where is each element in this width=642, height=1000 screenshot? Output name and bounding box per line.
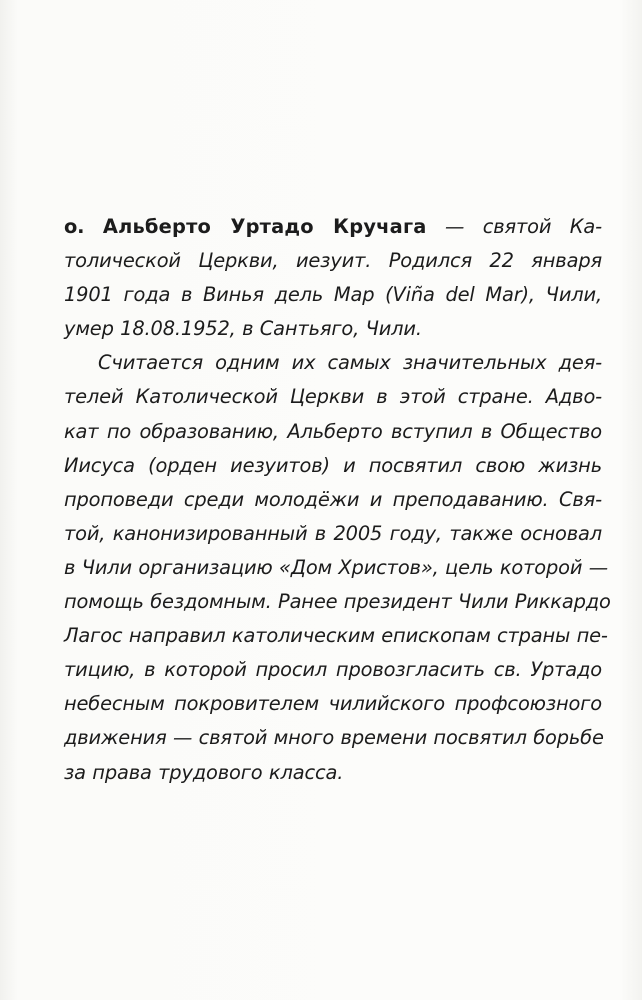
line-text: — святой Ка-	[426, 215, 603, 238]
text-line: Лагос направил католическим епископам страны пе-	[64, 624, 608, 648]
text-line: небесным покровителем чилийского профсоюзного	[64, 692, 602, 716]
text-line: помощь бездомным. Ранее президент Чили Риккардо	[64, 590, 611, 614]
text-line: той, канонизированный в 2005 году, также основал	[64, 521, 602, 545]
paragraph-biography-details	[62, 346, 611, 789]
text-line: 1901 года в Винья дель Мар (Viña del Mar), Чили,	[64, 283, 602, 307]
text-line: движения — святой много времени посвятил борьбе	[64, 726, 604, 750]
text-line: Иисуса (орден иезуитов) и посвятил свою жизнь	[64, 453, 602, 477]
text-line: проповеди среди молодёжи и преподаванию. Свя-	[64, 487, 602, 511]
text-line: умер 18.08.1952, в Сантьяго, Чили.	[64, 317, 422, 341]
article-text	[62, 210, 611, 790]
title-prefix: о.	[64, 215, 85, 238]
text-line: в Чили организацию «Дом Христов», цель которой —	[64, 555, 608, 579]
paragraph-biography-intro	[62, 210, 602, 346]
text-line: телей Католической Церкви в этой стране. Адво-	[64, 385, 602, 409]
text-line: Считается одним их самых значительных дея-	[98, 351, 602, 375]
saint-name: Альберто Уртадо Кручага	[102, 215, 427, 238]
text-line	[62, 210, 602, 244]
text-line: за права трудового класса.	[64, 760, 344, 784]
text-line: кат по образованию, Альберто вступил в Общество	[64, 419, 602, 443]
text-line: тицию, в которой просил провозгласить св. Уртадо	[64, 658, 602, 682]
text-line: толической Церкви, иезуит. Родился 22 января	[64, 249, 602, 273]
